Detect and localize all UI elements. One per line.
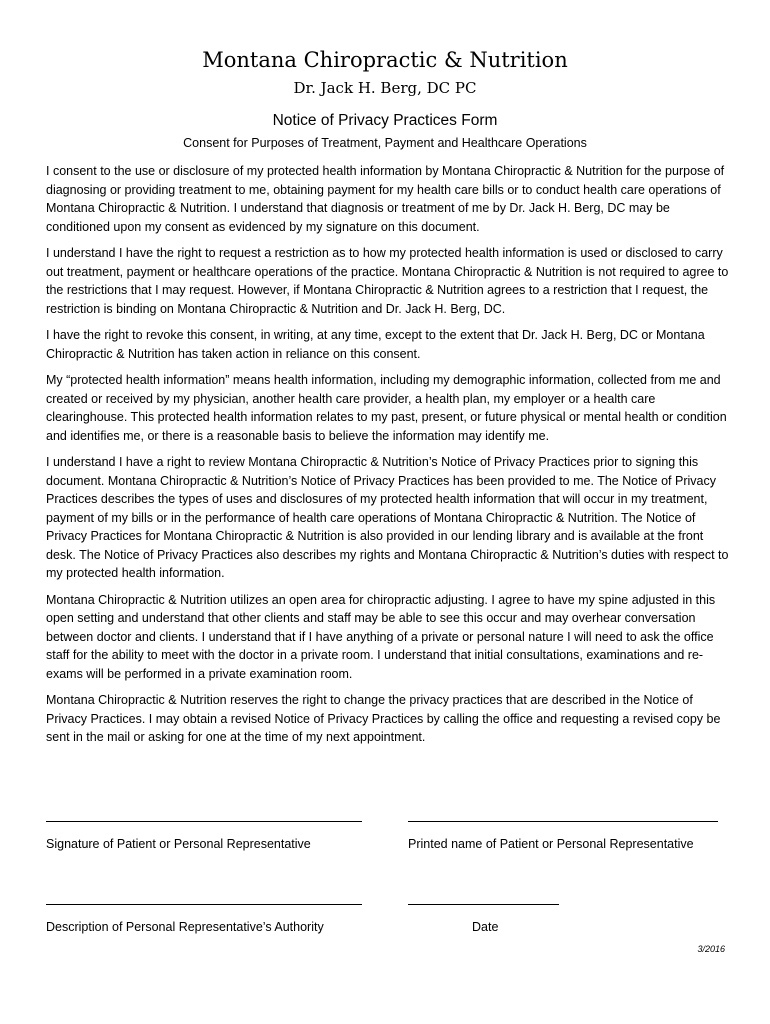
revision-date: 3/2016	[697, 944, 725, 954]
date-label: Date	[472, 920, 499, 934]
printed-name-label: Printed name of Patient or Personal Representative	[408, 837, 694, 851]
paragraph-consent: I consent to the use or disclosure of my protected health information by Montana Chiropractic & Nutrition for the purpose of diagnosing or providing treatment to me, obtaining payment for my health care bills or to conduct health care operations of Montana Chiropractic & Nutrition. I understand that diagnosis or treatment of me by Dr. Jack H. Berg, DC may be conditioned upon my consent as evidenced by my signature on this document.	[46, 164, 725, 234]
paragraph-changes: Montana Chiropractic & Nutrition reserves the right to change the privacy practices that are described in the Notice of Privacy Practices. I may obtain a revised Notice of Privacy Practices by calling the office and requesting a revised copy be sent in the mail or asking for one at the time of my next appointment.	[46, 693, 721, 744]
authority-description-label: Description of Personal Representative’s Authority	[46, 920, 324, 934]
practice-name: Montana Chiropractic & Nutrition	[202, 48, 568, 72]
paragraph-definition: My “protected health information” means health information, including my demographic information, collected from me and created or received by my physician, another health care provider, a health plan, my employer or a health care clearinghouse. This protected health information relates to my past, present, or future physical or mental health or condition and identifies me, or there is a reasonable basis to believe the information may identify me.	[46, 373, 727, 443]
paragraph-open-area: Montana Chiropractic & Nutrition utilizes an open area for chiropractic adjusting. I agree to have my spine adjusted in this open setting and understand that other clients and staff may be able to see this occur and may overhear conversation between doctor and clients. I understand that if I have anything of a private or personal nature I will need to ask the office staff for the ability to meet with the doctor in a private room. I understand that initial consultations, examinations and re-exams will be performed in a private examination room.	[46, 592, 716, 681]
form-title: Notice of Privacy Practices Form	[272, 112, 498, 129]
paragraph-restriction: I understand I have the right to request a restriction as to how my protected health information is used or disclosed to carry out treatment, payment or healthcare operations of the practice. Montana Chiropractic & Nutrition is not required to agree to the restrictions that I may request. However, if Montana Chiropractic & Nutrition agrees to a restriction that I request, the restriction is binding on Montana Chiropractic & Nutrition and Dr. Jack H. Berg, DC.	[46, 246, 729, 316]
authority-description-line[interactable]	[46, 904, 362, 905]
consent-body	[46, 162, 730, 755]
patient-signature-line[interactable]	[46, 821, 362, 822]
paragraph-review: I understand I have a right to review Montana Chiropractic & Nutrition’s Notice of Privacy Practices prior to signing this document. Montana Chiropractic & Nutrition’s Notice of Privacy Practices has been provided to me. The Notice of Privacy Practices describes the types of uses and disclosures of my protected health information that will occur in my treatment, payment of my bills or in the performance of health care operations of Montana Chiropractic & Nutrition. The Notice of Privacy Practices for Montana Chiropractic & Nutrition is also provided in our lending library and is available at the front desk. The Notice of Privacy Practices also describes my rights and Montana Chiropractic & Nutrition’s duties with respect to my protected health information.	[46, 455, 729, 580]
paragraph-revoke: I have the right to revoke this consent, in writing, at any time, except to the extent that Dr. Jack H. Berg, DC or Montana Chiropractic & Nutrition has taken action in reliance on this consent.	[46, 328, 705, 361]
date-line[interactable]	[408, 904, 559, 905]
form-subtitle: Consent for Purposes of Treatment, Payment and Healthcare Operations	[183, 136, 587, 150]
printed-name-line[interactable]	[408, 821, 718, 822]
patient-signature-label: Signature of Patient or Personal Representative	[46, 837, 311, 851]
doctor-name: Dr. Jack H. Berg, DC PC	[293, 79, 477, 97]
